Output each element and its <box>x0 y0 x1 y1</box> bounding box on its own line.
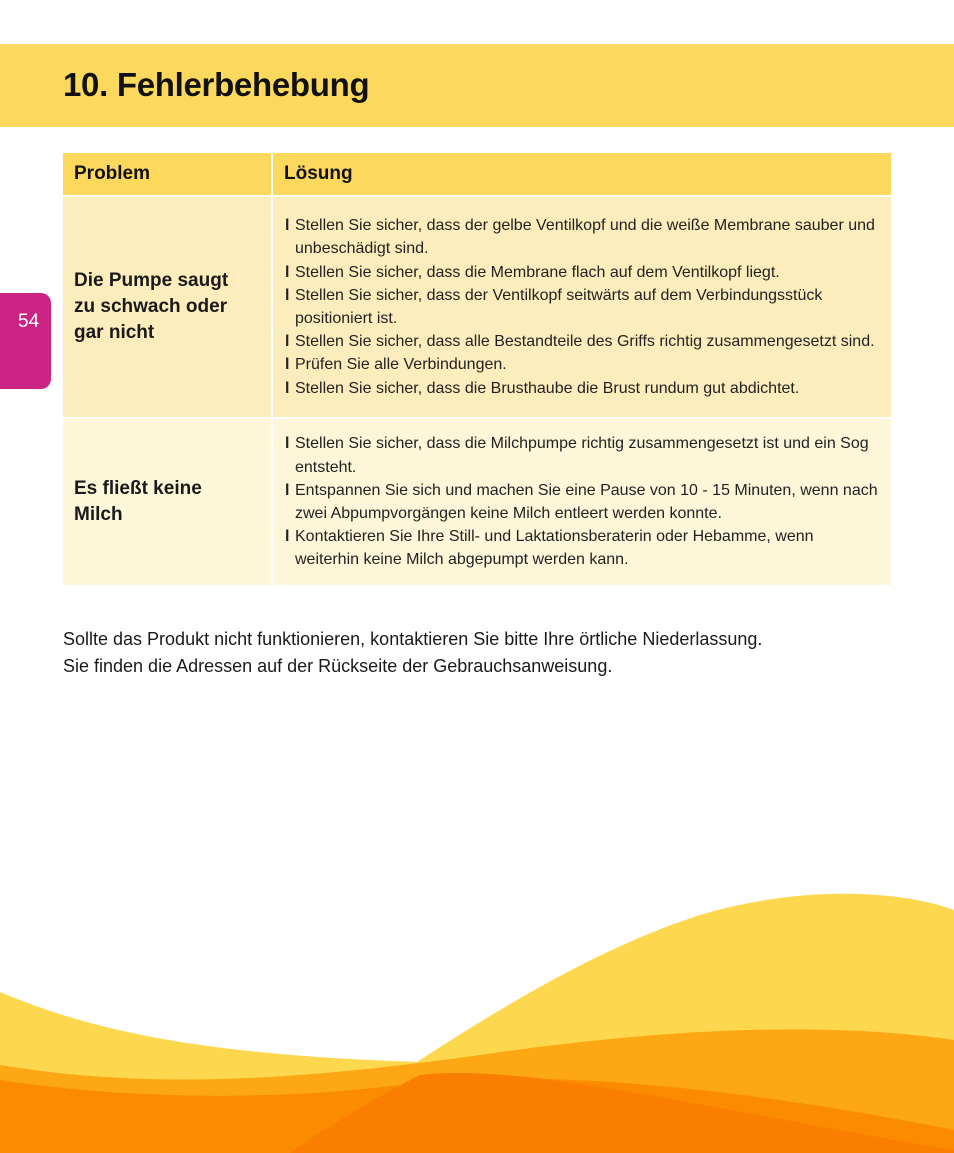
page-number-tab <box>0 293 51 389</box>
solution-item: l Stellen Sie sicher, dass der Ventilkopf seitwärts auf dem Verbindungsstück positioniert ist. <box>285 284 881 330</box>
bullet-icon: l <box>285 481 290 499</box>
solution-list <box>273 214 891 400</box>
bullet-icon: l <box>285 528 290 546</box>
bullet-icon: l <box>285 217 290 235</box>
footer-line-2: Sie finden die Adressen auf der Rückseite der Gebrauchsanweisung. <box>63 656 613 676</box>
bullet-icon: l <box>285 263 290 281</box>
problem-text: Es fließt keine Milch <box>74 478 202 525</box>
problem-text: Die Pumpe saugt zu schwach oder gar nicht <box>74 270 229 343</box>
page-number: 54 <box>18 311 40 332</box>
footer-line-1: Sollte das Produkt nicht funktionieren, kontaktieren Sie bitte Ihre örtliche Niederlassung. <box>63 629 763 649</box>
column-header-problem: Problem <box>63 153 272 196</box>
solution-item: l Entspannen Sie sich und machen Sie eine Pause von 10 - 15 Minuten, wenn nach zwei Abpumpvorgängen keine Milch entleert werden konnte. <box>285 479 881 525</box>
problem-cell <box>63 196 272 418</box>
solution-item: l Stellen Sie sicher, dass die Milchpumpe richtig zusammengesetzt ist und ein Sog entsteht. <box>285 432 881 478</box>
table-row <box>63 196 891 418</box>
solution-item: l Stellen Sie sicher, dass der gelbe Ventilkopf und die weiße Membrane sauber und unbeschädigt sind. <box>285 214 881 260</box>
decorative-waves <box>0 880 954 1153</box>
bullet-icon: l <box>285 286 290 304</box>
footer-note <box>63 626 903 680</box>
column-header-solution: Lösung <box>272 153 891 196</box>
solution-list <box>273 432 891 571</box>
page-title: 10. Fehlerbehebung <box>63 66 370 103</box>
solution-cell <box>272 418 891 585</box>
bullet-icon: l <box>285 379 290 397</box>
solution-item: l Stellen Sie sicher, dass alle Bestandteile des Griffs richtig zusammengesetzt sind. <box>285 330 881 353</box>
bullet-icon: l <box>285 333 290 351</box>
bullet-icon: l <box>285 435 290 453</box>
table-header-row <box>63 153 891 196</box>
solution-item: l Prüfen Sie alle Verbindungen. <box>285 353 881 376</box>
bullet-icon: l <box>285 356 290 374</box>
troubleshooting-table <box>63 153 891 585</box>
solution-cell <box>272 196 891 418</box>
solution-item: l Stellen Sie sicher, dass die Brusthaube die Brust rundum gut abdichtet. <box>285 377 881 400</box>
table-row <box>63 418 891 585</box>
solution-item: l Kontaktieren Sie Ihre Still- und Laktationsberaterin oder Hebamme, wenn weiterhin keine Milch abgepumpt werden kann. <box>285 525 881 571</box>
problem-cell <box>63 418 272 585</box>
solution-item: l Stellen Sie sicher, dass die Membrane flach auf dem Ventilkopf liegt. <box>285 261 881 284</box>
